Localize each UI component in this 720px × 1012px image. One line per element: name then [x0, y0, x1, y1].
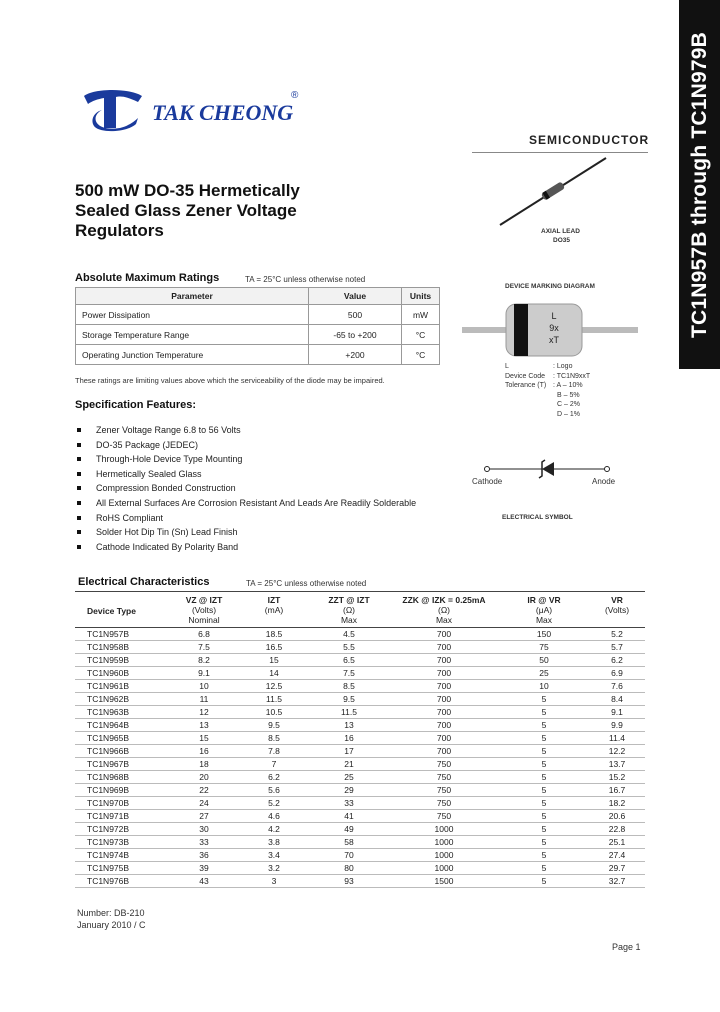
- table-cell: TC1N961B: [75, 680, 169, 693]
- table-cell: TC1N964B: [75, 719, 169, 732]
- table-cell: 4.2: [239, 823, 309, 836]
- table-cell: TC1N974B: [75, 849, 169, 862]
- table-cell: TC1N957B: [75, 628, 169, 641]
- title-line-1: 500 mW DO-35 Hermetically: [75, 181, 300, 200]
- table-cell: 22: [169, 784, 239, 797]
- list-item: Zener Voltage Range 6.8 to 56 Volts: [75, 423, 475, 438]
- features-list: [75, 423, 475, 554]
- table-cell: 14: [239, 667, 309, 680]
- table-cell: 21: [309, 758, 389, 771]
- table-cell: 9.5: [239, 719, 309, 732]
- table-cell: -65 to +200: [309, 325, 402, 345]
- table-cell: 5: [499, 732, 589, 745]
- table-cell: 58: [309, 836, 389, 849]
- table-cell: 10: [499, 680, 589, 693]
- marking-line: 9x: [549, 323, 559, 333]
- registered-mark: ®: [291, 90, 299, 101]
- table-row: [75, 810, 645, 823]
- table-cell: 5: [499, 810, 589, 823]
- table-cell: TC1N959B: [75, 654, 169, 667]
- table-cell: 750: [389, 758, 499, 771]
- table-row: [75, 797, 645, 810]
- marking-legend: [505, 362, 590, 419]
- table-cell: °C: [402, 345, 440, 365]
- table-cell: 5: [499, 849, 589, 862]
- features-heading: Specification Features:: [75, 399, 197, 411]
- table-cell: 750: [389, 784, 499, 797]
- table-cell: 750: [389, 810, 499, 823]
- company-logo: [80, 88, 144, 132]
- table-row: [75, 862, 645, 875]
- col-header: Device Type: [75, 592, 169, 628]
- list-item: Solder Hot Dip Tin (Sn) Lead Finish: [75, 525, 475, 540]
- table-cell: 3.4: [239, 849, 309, 862]
- table-row: [75, 836, 645, 849]
- cathode-label: Cathode: [472, 477, 503, 486]
- table-cell: 700: [389, 680, 499, 693]
- table-cell: 11: [169, 693, 239, 706]
- table-cell: 15: [239, 654, 309, 667]
- table-cell: 41: [309, 810, 389, 823]
- table-cell: 7.6: [589, 680, 645, 693]
- table-cell: 1000: [389, 849, 499, 862]
- table-row: [76, 345, 440, 365]
- table-cell: TC1N976B: [75, 875, 169, 888]
- table-cell: 25.1: [589, 836, 645, 849]
- table-cell: 27: [169, 810, 239, 823]
- page-title: [75, 181, 395, 241]
- table-cell: 36: [169, 849, 239, 862]
- legend-row: B – 5%: [557, 391, 580, 399]
- table-cell: +200: [309, 345, 402, 365]
- table-cell: °C: [402, 325, 440, 345]
- table-cell: 9.9: [589, 719, 645, 732]
- list-item: Compression Bonded Construction: [75, 481, 475, 496]
- table-cell: 5: [499, 823, 589, 836]
- electrical-table: [75, 591, 645, 888]
- abs-max-table: [75, 287, 440, 365]
- table-cell: 9.1: [169, 667, 239, 680]
- table-cell: TC1N972B: [75, 823, 169, 836]
- table-cell: 50: [499, 654, 589, 667]
- table-cell: 16: [309, 732, 389, 745]
- table-cell: 16.7: [589, 784, 645, 797]
- table-cell: 30: [169, 823, 239, 836]
- anode-label: Anode: [592, 477, 616, 486]
- semiconductor-label: SEMICONDUCTOR: [529, 133, 650, 147]
- table-cell: 12: [169, 706, 239, 719]
- table-cell: 5.2: [239, 797, 309, 810]
- table-cell: 4.5: [309, 628, 389, 641]
- marking-diagram-title: DEVICE MARKING DIAGRAM: [505, 283, 595, 290]
- table-row: [75, 771, 645, 784]
- table-cell: TC1N962B: [75, 693, 169, 706]
- table-cell: 3.2: [239, 862, 309, 875]
- table-cell: 5: [499, 719, 589, 732]
- table-row: [75, 745, 645, 758]
- table-row: [75, 706, 645, 719]
- col-header: IZT (mA): [239, 592, 309, 628]
- table-cell: 150: [499, 628, 589, 641]
- table-cell: TC1N969B: [75, 784, 169, 797]
- abs-max-note: These ratings are limiting values above which the serviceability of the diode may be impaired.: [75, 376, 385, 385]
- table-row: [75, 875, 645, 888]
- table-cell: 24: [169, 797, 239, 810]
- brand-name: TAK CHEONG: [152, 100, 294, 125]
- table-cell: 7.8: [239, 745, 309, 758]
- table-cell: 500: [309, 305, 402, 325]
- electrical-symbol-caption: ELECTRICAL SYMBOL: [502, 514, 573, 521]
- list-item: All External Surfaces Are Corrosion Resistant And Leads Are Readily Solderable: [75, 496, 475, 511]
- table-cell: mW: [402, 305, 440, 325]
- table-cell: 5: [499, 693, 589, 706]
- table-row: [75, 641, 645, 654]
- table-cell: 33: [169, 836, 239, 849]
- table-cell: 5: [499, 784, 589, 797]
- col-header: Units: [402, 288, 440, 305]
- table-cell: TC1N970B: [75, 797, 169, 810]
- table-cell: 700: [389, 719, 499, 732]
- table-cell: 5: [499, 862, 589, 875]
- abs-max-condition: TA = 25°C unless otherwise noted: [245, 275, 366, 284]
- table-cell: 5: [499, 836, 589, 849]
- title-line-3: Regulators: [75, 221, 164, 240]
- table-cell: TC1N967B: [75, 758, 169, 771]
- table-cell: 18.5: [239, 628, 309, 641]
- table-cell: 700: [389, 732, 499, 745]
- table-cell: 5: [499, 771, 589, 784]
- table-header-row: [75, 592, 645, 628]
- table-cell: 5.7: [589, 641, 645, 654]
- table-row: [75, 654, 645, 667]
- table-cell: 27.4: [589, 849, 645, 862]
- table-cell: 5: [499, 758, 589, 771]
- table-cell: 20.6: [589, 810, 645, 823]
- table-cell: TC1N958B: [75, 641, 169, 654]
- table-cell: 1000: [389, 862, 499, 875]
- legend-row: C – 2%: [557, 401, 580, 408]
- list-item: RoHS Compliant: [75, 511, 475, 526]
- table-cell: 6.8: [169, 628, 239, 641]
- table-cell: 5.2: [589, 628, 645, 641]
- table-cell: 8.4: [589, 693, 645, 706]
- table-cell: 29.7: [589, 862, 645, 875]
- table-row: [75, 758, 645, 771]
- table-row: [75, 732, 645, 745]
- logo-mark-icon: [80, 88, 144, 132]
- table-header-row: [76, 288, 440, 305]
- table-cell: 8.5: [239, 732, 309, 745]
- table-cell: 10: [169, 680, 239, 693]
- table-cell: 29: [309, 784, 389, 797]
- table-cell: 16: [169, 745, 239, 758]
- abs-max-heading: Absolute Maximum Ratings: [75, 272, 220, 284]
- table-cell: 700: [389, 654, 499, 667]
- table-cell: 18: [169, 758, 239, 771]
- table-row: [76, 325, 440, 345]
- table-cell: 25: [499, 667, 589, 680]
- table-cell: 16.5: [239, 641, 309, 654]
- legend-row: D – 1%: [557, 410, 580, 418]
- axial-lead-diode-icon: [490, 150, 620, 230]
- table-cell: 3.8: [239, 836, 309, 849]
- list-item: Through-Hole Device Type Mounting: [75, 452, 475, 467]
- electrical-condition: TA = 25°C unless otherwise noted: [246, 579, 367, 588]
- electrical-table-body: [75, 628, 645, 888]
- table-row: [75, 693, 645, 706]
- page-number: Page 1: [612, 942, 641, 952]
- table-cell: 25: [309, 771, 389, 784]
- table-cell: 750: [389, 771, 499, 784]
- table-cell: TC1N971B: [75, 810, 169, 823]
- table-cell: 11.5: [239, 693, 309, 706]
- col-header: Value: [309, 288, 402, 305]
- table-cell: TC1N968B: [75, 771, 169, 784]
- table-cell: 20: [169, 771, 239, 784]
- table-cell: 93: [309, 875, 389, 888]
- table-cell: 49: [309, 823, 389, 836]
- table-cell: 6.2: [239, 771, 309, 784]
- legend-row: L : Logo: [505, 363, 573, 370]
- table-cell: 5: [499, 706, 589, 719]
- table-row: [75, 628, 645, 641]
- col-header: ZZK @ IZK = 0.25mA (Ω) Max: [389, 592, 499, 628]
- table-row: [75, 784, 645, 797]
- table-cell: TC1N966B: [75, 745, 169, 758]
- table-row: [75, 680, 645, 693]
- table-cell: 700: [389, 693, 499, 706]
- table-cell: 75: [499, 641, 589, 654]
- side-title-tab: [679, 0, 720, 369]
- electrical-heading: Electrical Characteristics: [78, 576, 210, 588]
- table-cell: 5.6: [239, 784, 309, 797]
- table-row: [76, 305, 440, 325]
- table-cell: 6.9: [589, 667, 645, 680]
- package-label-1: AXIAL LEAD: [541, 228, 580, 235]
- table-cell: 750: [389, 797, 499, 810]
- table-cell: 6.2: [589, 654, 645, 667]
- table-row: [75, 823, 645, 836]
- table-cell: 5.5: [309, 641, 389, 654]
- table-cell: 8.2: [169, 654, 239, 667]
- title-line-2: Sealed Glass Zener Voltage: [75, 201, 297, 220]
- document-number: Number: DB-210: [77, 908, 145, 918]
- table-cell: 13: [309, 719, 389, 732]
- table-cell: 10.5: [239, 706, 309, 719]
- table-cell: 5: [499, 745, 589, 758]
- list-item: Hermetically Sealed Glass: [75, 467, 475, 482]
- table-cell: TC1N973B: [75, 836, 169, 849]
- table-cell: 5: [499, 875, 589, 888]
- table-cell: 18.2: [589, 797, 645, 810]
- table-cell: 17: [309, 745, 389, 758]
- table-cell: 1000: [389, 823, 499, 836]
- table-cell: 9.1: [589, 706, 645, 719]
- table-cell: TC1N965B: [75, 732, 169, 745]
- table-row: [75, 719, 645, 732]
- table-cell: TC1N963B: [75, 706, 169, 719]
- col-header: ZZT @ IZT (Ω) Max: [309, 592, 389, 628]
- marking-body-text: [544, 310, 564, 346]
- table-cell: 700: [389, 667, 499, 680]
- col-header: IR @ VR (μA) Max: [499, 592, 589, 628]
- table-cell: 700: [389, 706, 499, 719]
- table-cell: 12.5: [239, 680, 309, 693]
- table-cell: Operating Junction Temperature: [76, 345, 309, 365]
- table-cell: 700: [389, 745, 499, 758]
- table-cell: 22.8: [589, 823, 645, 836]
- legend-row: Device Code : TC1N9xxT: [505, 372, 591, 380]
- table-cell: 5: [499, 797, 589, 810]
- table-cell: 1000: [389, 836, 499, 849]
- package-label-2: DO35: [553, 237, 570, 244]
- marking-line: L: [551, 311, 557, 321]
- table-row: [75, 849, 645, 862]
- table-cell: 32.7: [589, 875, 645, 888]
- table-cell: 3: [239, 875, 309, 888]
- col-header: VZ @ IZT (Volts) Nominal: [169, 592, 239, 628]
- table-cell: 43: [169, 875, 239, 888]
- table-cell: Storage Temperature Range: [76, 325, 309, 345]
- table-cell: 39: [169, 862, 239, 875]
- table-cell: 700: [389, 641, 499, 654]
- table-cell: 13: [169, 719, 239, 732]
- table-cell: 11.5: [309, 706, 389, 719]
- side-title: TC1N957B through TC1N979B: [687, 31, 711, 338]
- table-cell: 1500: [389, 875, 499, 888]
- table-cell: 33: [309, 797, 389, 810]
- table-cell: 70: [309, 849, 389, 862]
- table-cell: 15.2: [589, 771, 645, 784]
- table-cell: 9.5: [309, 693, 389, 706]
- table-cell: 80: [309, 862, 389, 875]
- marking-line: xT: [549, 335, 559, 345]
- table-cell: 6.5: [309, 654, 389, 667]
- table-cell: 7: [239, 758, 309, 771]
- table-cell: 700: [389, 628, 499, 641]
- table-cell: 4.6: [239, 810, 309, 823]
- table-cell: 11.4: [589, 732, 645, 745]
- table-cell: TC1N960B: [75, 667, 169, 680]
- table-cell: 7.5: [309, 667, 389, 680]
- col-header: VR (Volts): [589, 592, 645, 628]
- table-cell: 15: [169, 732, 239, 745]
- table-cell: Power Dissipation: [76, 305, 309, 325]
- table-cell: 12.2: [589, 745, 645, 758]
- table-row: [75, 667, 645, 680]
- list-item: Cathode Indicated By Polarity Band: [75, 540, 475, 555]
- list-item: DO-35 Package (JEDEC): [75, 438, 475, 453]
- table-cell: TC1N975B: [75, 862, 169, 875]
- legend-row: Tolerance (T) : A – 10%: [505, 382, 583, 389]
- col-header: Parameter: [76, 288, 309, 305]
- table-cell: 13.7: [589, 758, 645, 771]
- document-date: January 2010 / C: [77, 920, 146, 930]
- table-cell: 7.5: [169, 641, 239, 654]
- table-cell: 8.5: [309, 680, 389, 693]
